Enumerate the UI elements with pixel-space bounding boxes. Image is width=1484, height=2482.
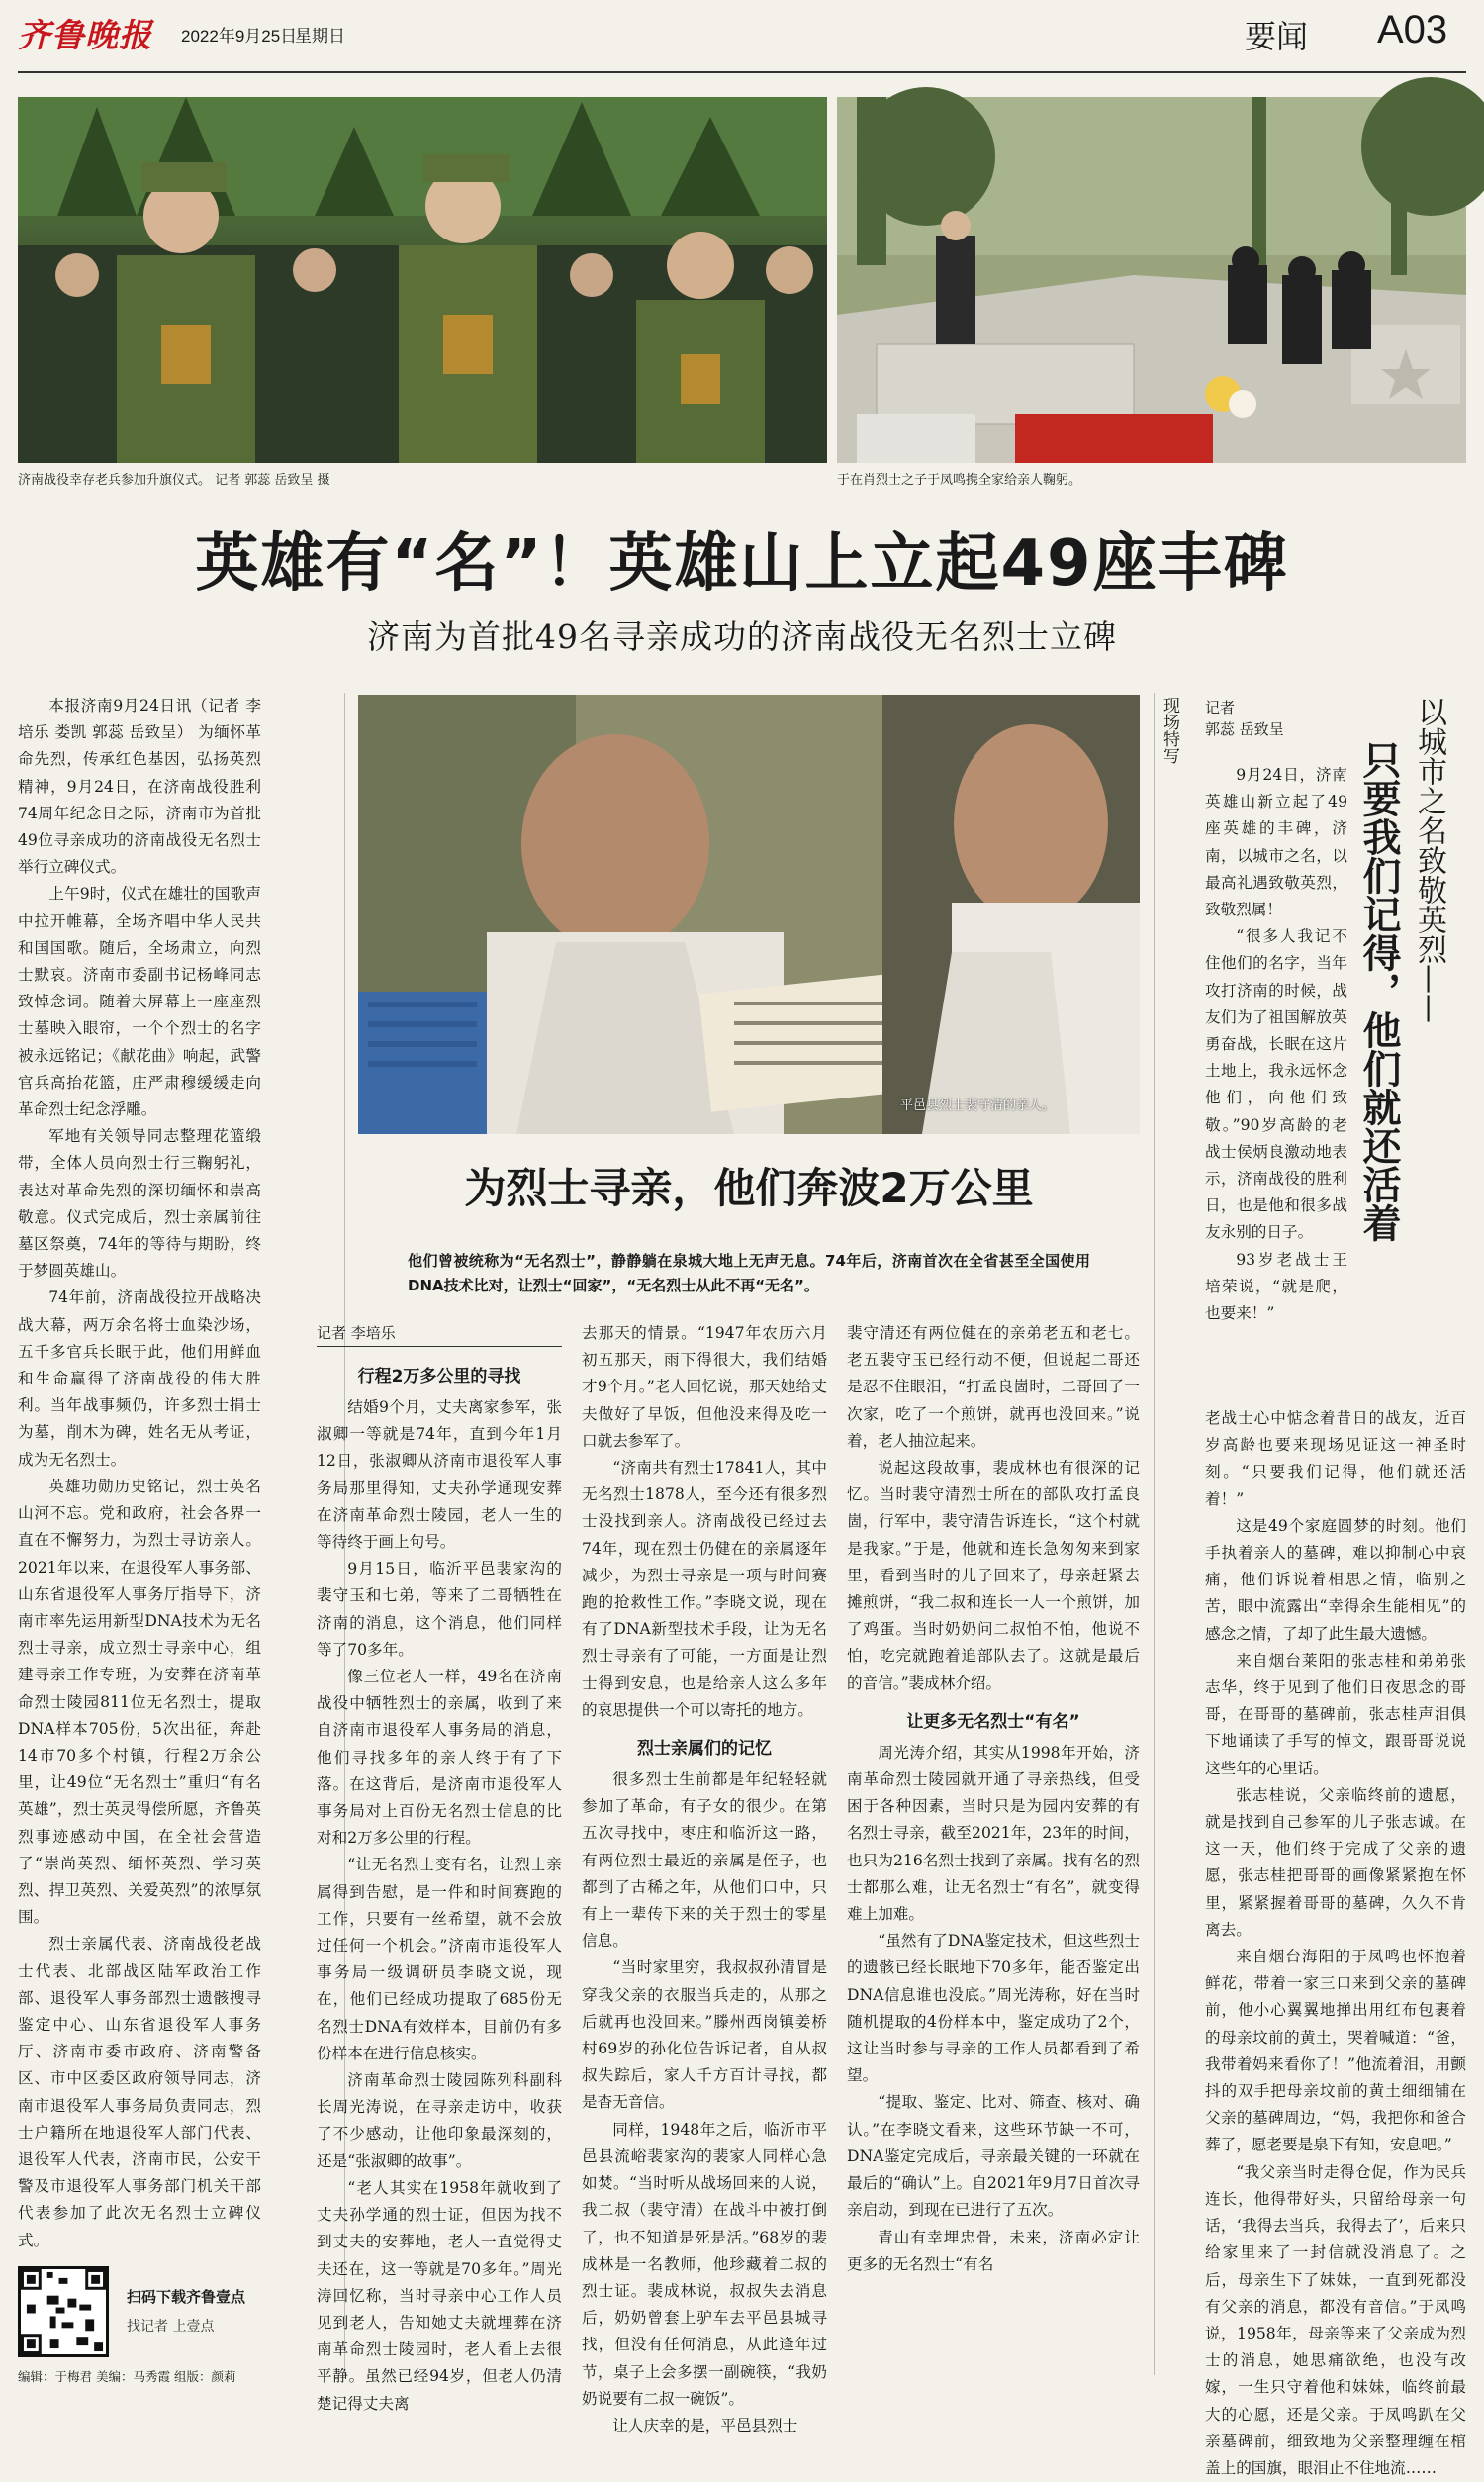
left-story-paragraph: 烈士亲属代表、济南战役老战士代表、北部战区陆军政治工作部、退役军人事务部烈士遗骸搜寻鉴定中心、山东省退役军人事务厅、济南市委市政府、济南警备区、市中区委区政府领导同志，济南市退役军人事务局负责同志，烈士户籍所在地退役军人部门代表、退役军人代表，济南市民，公安干警及市退役军人事务部门机关干部代表参加了此次无名烈士立碑仪式。 xyxy=(18,1935,261,2249)
photo-veterans-salute xyxy=(18,97,827,463)
feature-paragraph: “济南共有烈士17841人，其中无名烈士1878人，至今还有很多烈士没找到亲人。济南战役已经过去74年，现在烈士仍健在的亲属逐年减少，为烈士寻亲是一项与时间赛跑的抢救性工作。”李晓文说，现在有了DNA新型技术手段，让为无名烈士寻亲有了可能，一方面是让烈士得到安息，也是给亲人这么多年的哀思提供一个可以寄托的地方。 xyxy=(582,1459,827,1719)
sidebar-paragraph: 张志桂说，父亲临终前的遗愿，就是找到自己参军的儿子张志诚。在这一天，他们终于完成了父亲的遗愿，张志桂把哥哥的画像紧紧抱在怀里，紧紧握着哥哥的墓碑，久久不肯离去。 xyxy=(1205,1785,1466,1939)
feature-subhead-1: 行程2万多公里的寻找 xyxy=(357,1367,521,1386)
footer-credits: 编辑：于梅君 美编：马秀霞 组版：颜莉 xyxy=(18,2369,236,2384)
sidebar-paragraph: “很多人我记不住他们的名字，当年攻打济南的时候，战友们为了祖国解放英勇奋战，长眠在这片土地上，我永远怀念他们，向他们致敬。”90岁高龄的老战士侯炳良激动地表示，济南战役的胜利日，也是他和很多战友永别的日子。 xyxy=(1205,927,1347,1242)
sidebar-headline: 只要我们记得，他们就还活着 xyxy=(1356,740,1401,1242)
feature-subhead-2: 烈士亲属们的记忆 xyxy=(637,1739,772,1760)
sidebar-paragraph: 来自烟台莱阳的张志桂和弟弟张志华，终于见到了他们日夜思念的哥哥，在哥哥的墓碑前，张志桂声泪俱下地诵读了手写的悼文，跟哥哥说说这些年的心里话。 xyxy=(1205,1651,1466,1777)
masthead xyxy=(0,0,1484,59)
feature-column-2 xyxy=(582,1320,827,2434)
sidebar-paragraph: “我父亲当时走得仓促，作为民兵连长，他得带好头，只留给母亲一句话，‘我得去当兵，我得去了’，后来只给家里来了一封信就没消息了。之后，母亲生下了妹妹，一直到死都没有父亲的消息，都没有音信。”于凤鸣说，1958年，母亲等来了父亲成为烈士的消息，她思痛欲绝，也没有改嫁，一生只守着他和妹妹，临终前最大的心愿，还是父亲。于凤鸣趴在父亲墓碑前，细致地为父亲整理缠在棺盖上的国旗，眼泪止不住地流…… xyxy=(1205,2162,1466,2477)
left-story-column xyxy=(18,693,261,2256)
sidebar-tag: 现场特写 xyxy=(1159,697,1179,764)
qr-text-line1: 扫码下载齐鲁壹点 xyxy=(127,2288,246,2306)
left-story-paragraph: 上午9时，仪式在雄壮的国歌声中拉开帷幕，全场齐唱中华人民共和国国歌。随后，全场肃立，向烈士默哀。济南市委副书记杨峰同志致悼念词。随着大屏幕上一座座烈士墓映入眼帘，一个个烈士的名字被永远铭记；《献花曲》响起，武警官兵高抬花篮，庄严肃穆缓缓走向革命烈士纪念浮雕。 xyxy=(18,885,261,1119)
issue-date: 2022年9月25日 xyxy=(181,27,298,46)
newspaper-logo: 齐鲁晚报 xyxy=(18,16,152,54)
sidebar-paragraph: 9月24日，济南英雄山新立起了49座英雄的丰碑，济南，以城市之名，以最高礼遇致敬英烈，致敬烈属！ xyxy=(1205,766,1347,919)
sidebar-kicker: 以城市之名致敬英烈—— xyxy=(1412,697,1446,1023)
sidebar-paragraph: 老战士心中惦念着昔日的战友，近百岁高龄也要来现场见证这一神圣时刻。“只要我们记得，他们就还活着！” xyxy=(1205,1409,1466,1508)
sidebar-paragraph: 来自烟台海阳的于凤鸣也怀抱着鲜花，带着一家三口来到父亲的墓碑前，他小心翼翼地掸出用红布包裹着的母亲坟前的黄土，哭着喊道：“爸，我带着妈来看你了！”他流着泪，用颤抖的双手把母亲坟前的黄土细细铺在父亲的墓碑周边，“妈，我把你和爸合葬了，愿老要是泉下有知，安息吧。” xyxy=(1205,1948,1466,2154)
feature-paragraph: 去那天的情景。“1947年农历六月初五那天，雨下得很大，我们结婚才9个月。”老人回忆说，那天她给丈夫做好了早饭，但他没来得及吃一口就去参军了。 xyxy=(582,1324,827,1450)
feature-column-1 xyxy=(317,1352,562,2413)
feature-paragraph: 济南革命烈士陵园陈列科副科长周光涛说，在寻亲走访中，收获了不少感动，让他印象最深刻的，还是“张淑卿的故事”。 xyxy=(317,2071,562,2170)
left-story-paragraph: 军地有关领导同志整理花篮缎带，全体人员向烈士行三鞠躬礼，表达对革命先烈的深切缅怀和崇高敬意。仪式完成后，烈士亲属前往墓区祭奠，74年的等待与期盼，终于梦圆英雄山。 xyxy=(18,1127,261,1281)
byline-rule xyxy=(317,1346,562,1347)
feature-paragraph: 说起这段故事，裴成林也有很深的记忆。当时裴守清烈士所在的部队攻打孟良崮，行军中，裴守清告诉连长，“这个村就是我家。”于是，他就和连长急匆匆来到家里，看到当时的儿子回来了，母亲赶紧去摊煎饼，“我二叔和连长一人一个煎饼，加了鸡蛋。当时奶奶问二叔怕不怕，他说不怕，吃完就跑着追部队去了。这就是最后的音信。”裴成林介绍。 xyxy=(847,1459,1140,1692)
sidebar-divider xyxy=(1154,693,1155,2375)
section-name: 要闻 xyxy=(1245,18,1309,55)
feature-paragraph: “老人其实在1958年就收到了丈夫孙学通的烈士证，但因为找不到丈夫的安葬地，老人一直觉得丈夫还在，这一等就是70多年。”周光涛回忆称，当时寻亲中心工作人员见到老人，告知她丈夫就埋葬在济南革命烈士陵园时，老人看上去很平静。虽然已经94岁，但老人仍清楚记得丈夫离 xyxy=(317,2178,562,2413)
feature-paragraph: 9月15日，临沂平邑裴家沟的裴守玉和七弟，等来了二哥牺牲在济南的消息，这个消息，他们同样等了70多年。 xyxy=(317,1560,562,1659)
feature-paragraph: 青山有幸埋忠骨，未来，济南必定让更多的无名烈士“有名 xyxy=(847,2228,1140,2273)
right-photo-caption: 于在肖烈士之子于凤鸣携全家给亲人鞠躬。 xyxy=(837,473,1082,488)
feature-subhead-3: 让更多无名烈士“有名” xyxy=(906,1711,1080,1732)
sidebar-byline: 记者 郭蕊 岳致呈 xyxy=(1205,699,1284,738)
sidebar-paragraph: 93岁老战士王培荣说，“就是爬，也要来！” xyxy=(1205,1250,1347,1323)
feature-paragraph: 像三位老人一样，49名在济南战役中牺牲烈士的亲属，收到了来自济南市退役军人事务局的消息，他们寻找多年的亲人终于有了下落。在这背后，是济南市退役军人事务局对上百份无名烈士信息的比对和2万多公里的行程。 xyxy=(317,1668,562,1848)
main-headline: 英雄有“名”！英雄山上立起49座丰碑 xyxy=(195,527,1289,601)
feature-paragraph: 很多烈士生前都是年纪轻轻就参加了革命，有子女的很少。在第五次寻找中，枣庄和临沂这一路，有两位烈士最近的亲属是侄子，也都到了古稀之年，从他们口中，只有上一辈传下来的关于烈士的零星信息。 xyxy=(582,1770,827,1951)
feature-paragraph: “虽然有了DNA鉴定技术，但这些烈士的遗骸已经长眠地下70多年，能否鉴定出DNA信息谁也没底。”周光涛称，好在当时随机提取的4份样本中，鉴定成功了2个，这让当时参与寻亲的工作人员都看到了希望。 xyxy=(847,1932,1140,2085)
masthead-rule xyxy=(18,71,1466,73)
sidebar-column xyxy=(1205,1405,1466,2477)
feature-byline: 记者 李培乐 xyxy=(317,1324,396,1342)
feature-paragraph: 裴守清还有两位健在的亲弟老五和老七。老五裴守玉已经行动不便，但说起二哥还是忍不住眼泪，“打孟良崮时，二哥回了一次家，吃了一个煎饼，就再也没回来。”说着，老人抽泣起来。 xyxy=(847,1324,1140,1450)
qr-code[interactable] xyxy=(18,2266,109,2357)
feature-paragraph: “当时家里穷，我叔叔孙清冒是穿我父亲的衣服当兵走的，从那之后就再也没回来。”滕州西岗镇姜桥村69岁的孙化位告诉记者，自从叔叔失踪后，家人千方百计寻找，都是杳无音信。 xyxy=(582,1958,827,2112)
left-photo-caption: 济南战役幸存老兵参加升旗仪式。 记者 郭蕊 岳致呈 摄 xyxy=(18,473,330,488)
feature-deck: 他们曾被统称为“无名烈士”，静静躺在泉城大地上无声无息。74年后，济南首次在全省甚至全国使用DNA技术比对，让烈士“回家”，“无名烈士从此不再“无名”。 xyxy=(408,1252,1090,1294)
sidebar-top-column xyxy=(1205,762,1347,1405)
qr-text-line2: 找记者 上壹点 xyxy=(127,2319,215,2335)
feature-paragraph: 同样，1948年之后，临沂市平邑县流峪裴家沟的裴家人同样心急如焚。“当时听从战场回来的人说，我二叔（裴守清）在战斗中被打倒了，也不知道是死是活。”68岁的裴成林是一名教师，他珍藏着二叔的烈士证。裴成林说，叔叔失去消息后，奶奶曾套上驴车去平邑县城寻找，但没有任何消息，从此逢年过节，桌子上会多摆一副碗筷，“我奶奶说要有二叔一碗饭”。 xyxy=(582,2120,827,2408)
photo-martyr-relatives xyxy=(358,695,1140,1134)
feature-paragraph: “提取、鉴定、比对、筛查、核对、确认。”在李晓文看来，这些环节缺一不可，DNA鉴定完成后，寻亲最关键的一环就在最后的“确认”上。自2021年9月7日首次寻亲启动，到现在已进行了五次。 xyxy=(847,2093,1140,2220)
sidebar-paragraph: 这是49个家庭圆梦的时刻。他们手执着亲人的墓碑，难以抑制心中哀痛，他们诉说着相思之情，临别之苦，眼中流露出“幸得余生能相见”的感念之情，了却了此生最大遗憾。 xyxy=(1205,1516,1466,1643)
left-story-paragraph: 74年前，济南战役拉开战略决战大幕，两万余名将士血染沙场，五千多官兵长眠于此，他们用鲜血和生命赢得了济南战役的伟大胜利。当年战事频仍，许多烈士捐士为墓，削木为碑，姓名无从考证，成为无名烈士。 xyxy=(18,1289,261,1469)
deck-headline: 济南为首批49名寻亲成功的济南战役无名烈士立碑 xyxy=(367,618,1117,656)
feature-paragraph: 结婚9个月，丈夫离家参军，张淑卿一等就是74年，直到今年1月12日，张淑卿从济南市退役军人事务局那里得知，丈夫孙学通现安葬在济南革命烈士陵园，老人一生的等待终于画上句号。 xyxy=(317,1398,562,1552)
page-number: A03 xyxy=(1377,8,1448,51)
left-story-paragraph: 英雄功勋历史铭记，烈士英名山河不忘。党和政府，社会各界一直在不懈努力，为烈士寻访亲人。2021年以来，在退役军人事务部、山东省退役军人事务厅指导下，济南市率先运用新型DNA技术为无名烈士寻亲，成立烈士寻亲中心，组建寻亲工作专班，为安葬在济南革命烈士陵园811位无名烈士，提取DNA样本705份，5次出征，奔赴14市70多个村镇，行程2万余公里，让49位“无名烈士”重归“有名英雄”，烈士英灵得偿所愿，齐鲁英烈事迹感动中国，在全社会营造了“崇尚英烈、缅怀英烈、学习英烈、捍卫英烈、关爱英烈”的浓厚氛围。 xyxy=(18,1477,261,1927)
left-story-paragraph: 本报济南9月24日讯（记者 李培乐 娄凯 郭蕊 岳致呈） 为缅怀革命先烈，传承红色基因，弘扬英烈精神，9月24日，在济南战役胜利74周年纪念日之际，济南市为首批49位寻亲成功的济南战役无名烈士举行立碑仪式。 xyxy=(18,697,261,877)
feature-paragraph: 周光涛介绍，其实从1998年开始，济南革命烈士陵园就开通了寻亲热线，但受困于各种因素，当时只是为园内安葬的有名烈士寻亲，截至2021年，23年的时间，也只为216名烈士找到了亲属。找有名的烈士都那么难，让无名烈士“有名”，就变得难上加难。 xyxy=(847,1743,1140,1924)
photo-family-bowing xyxy=(837,97,1466,463)
issue-weekday: 星期日 xyxy=(295,27,345,46)
center-photo-caption: 平邑县烈士裴守清的亲人。 xyxy=(900,1098,1056,1113)
feature-headline: 为烈士寻亲，他们奔波2万公里 xyxy=(464,1164,1034,1212)
feature-column-3 xyxy=(847,1320,1140,2381)
feature-paragraph: 让人庆幸的是，平邑县烈士 xyxy=(612,2416,798,2434)
feature-paragraph: “让无名烈士变有名，让烈士亲属得到告慰，是一件和时间赛跑的工作，只要有一丝希望，就不会放过任何一个机会。”济南市退役军人事务局一级调研员李晓文说，现在，他们已经成功提取了685份无名烈士DNA有效样本，目前仍有多份样本在进行信息核实。 xyxy=(317,1856,562,2062)
